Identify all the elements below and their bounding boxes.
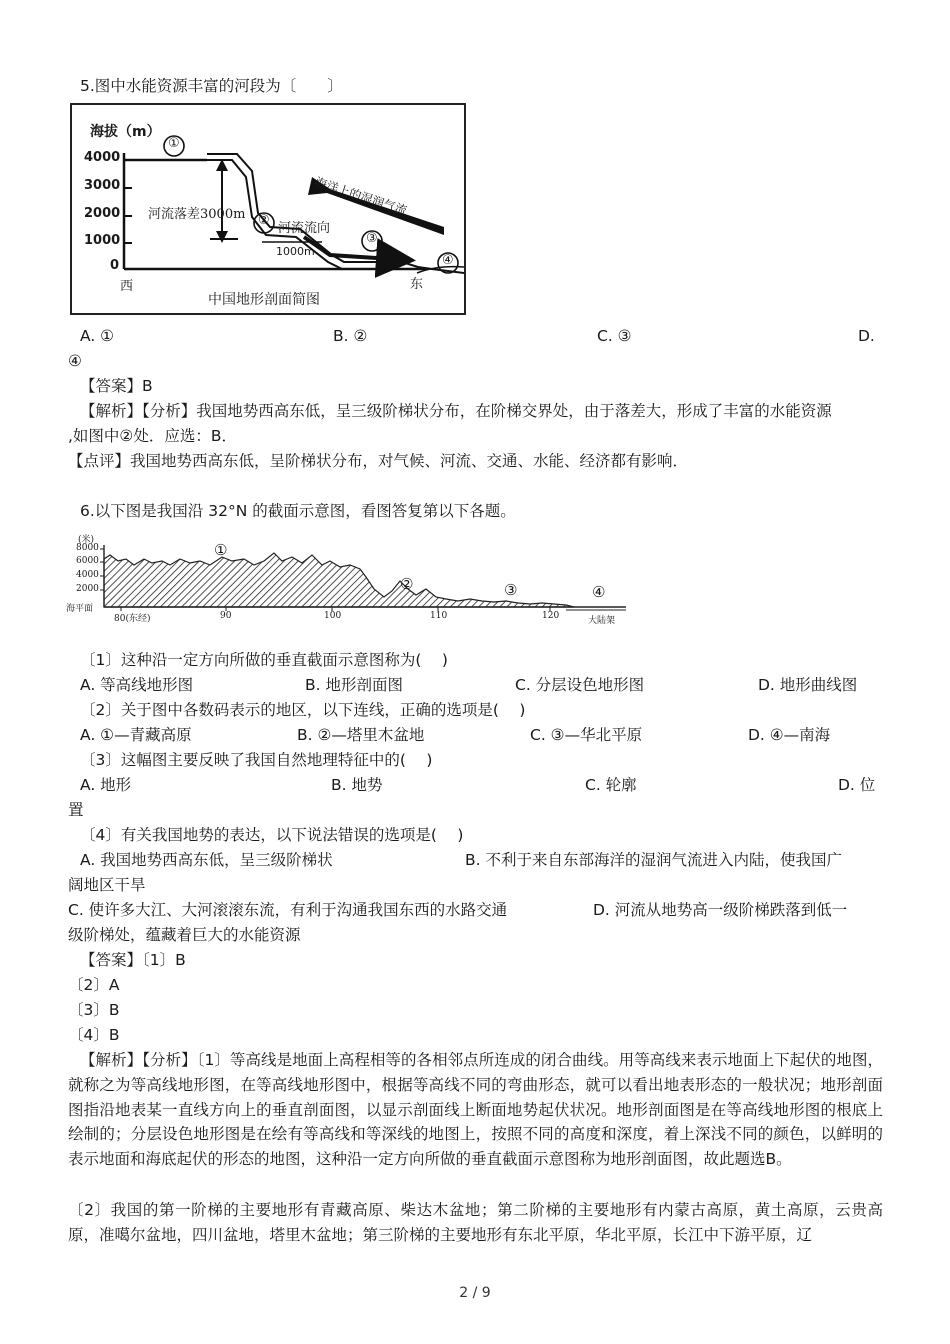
q6-analysis-2: 〔2〕我国的第一阶梯的主要地形有青藏高原、柴达木盆地；第二阶梯的主要地形有内蒙古高原，黄土高原，云贵高原，准噶尔盆地，四川盆地，塔里木盆地；第三阶梯的主要地形有东北平原，华北平原，长江中下游平原，辽 xyxy=(68,1201,883,1244)
q6-sub4-option-c[interactable]: C. 使许多大江、大河滚滚东流，有利于沟通我国东西的水路交通 xyxy=(68,901,508,919)
coast-label: 大陆架 xyxy=(588,616,616,626)
q6-answer-2: 〔2〕A xyxy=(68,976,120,994)
cross-section-figure xyxy=(66,531,628,627)
tick-0: 0 xyxy=(110,258,120,273)
q6-sub2-option-d[interactable]: D. ④—南海 xyxy=(748,726,831,744)
q5-option-b[interactable]: B. ② xyxy=(333,327,368,345)
drop-label: 河流落差3000m xyxy=(148,207,246,222)
x-tick-90: 90 xyxy=(220,611,232,621)
q6-sub3-option-c[interactable]: C. 轮廓 xyxy=(585,776,637,794)
q5-option-c[interactable]: C. ③ xyxy=(597,327,632,345)
region-marker-1: ① xyxy=(214,541,228,559)
west-label: 西 xyxy=(120,279,134,294)
q6-sub3: 〔3〕这幅图主要反映了我国自然地理特征中的( ) xyxy=(80,751,433,769)
tick-6000: 6000 xyxy=(76,556,99,566)
q5-option-a[interactable]: A. ① xyxy=(80,327,115,345)
q6-sub1-option-c[interactable]: C. 分层设色地形图 xyxy=(515,676,645,694)
q6-sub2: 〔2〕关于图中各数码表示的地区，以下连线，正确的选项是( ) xyxy=(80,701,526,719)
figure-caption: 中国地形剖面简图 xyxy=(208,292,320,308)
q6-sub1-option-a[interactable]: A. 等高线地形图 xyxy=(80,676,194,694)
q6-sub2-option-c[interactable]: C. ③—华北平原 xyxy=(530,726,643,744)
q6-answer-3: 〔3〕B xyxy=(68,1001,120,1019)
q6-sub4-option-d[interactable]: D. 河流从地势高一级阶梯跌落到低一 xyxy=(593,901,848,919)
q6-sub4-option-a[interactable]: A. 我国地势西高东低，呈三级阶梯状 xyxy=(80,851,333,869)
tick-8000: 8000 xyxy=(76,543,99,553)
q6-sub2-option-b[interactable]: B. ②—塔里木盆地 xyxy=(297,726,425,744)
q6-sub2-option-a[interactable]: A. ①—青藏高原 xyxy=(80,726,192,744)
q5-stem: 5.图中水能资源丰富的河段为〔 〕 xyxy=(80,77,343,95)
q6-sub3-option-d-cont: 置 xyxy=(68,801,84,819)
marker-1: ① xyxy=(168,136,180,151)
q6-sub1-option-b[interactable]: B. 地形剖面图 xyxy=(305,676,403,694)
q6-sub3-option-b[interactable]: B. 地势 xyxy=(331,776,383,794)
q6-sub3-option-d[interactable]: D. 位 xyxy=(838,776,876,794)
level-1000-label: 1000m xyxy=(276,245,315,258)
q6-sub1: 〔1〕这种沿一定方向所做的垂直截面示意图称为( ) xyxy=(80,651,448,669)
q6-analysis-1: 【解析】【分析】〔1〕等高线是地面上高程相等的各相邻点所连成的闭合曲线。用等高线来表示地面上下起伏的地图，就称之为等高线地形图，在等高线地形图中，根据等高线不同的弯曲形态，就可以看出地表形态的一般状况；地形剖面图指沿地表某一直线方向上的垂直剖面图，以显示剖面线上断面地势起伏状况。地形剖面图是在等高线地形图的根底上绘制的；分层设色地形图是在绘有等高线和等深线的地图上，按照不同的高度和深度，着上深浅不同的颜色，以鲜明的表示地面和海底起伏的形态的地图，这种沿一定方向所做的垂直截面示意图称为地形剖面图，故此题选B。 xyxy=(68,1051,883,1169)
tick-2000: 2000 xyxy=(76,584,99,594)
q6-answer-1: 【答案】〔1〕B xyxy=(80,951,186,969)
tick-4000: 4000 xyxy=(84,150,121,165)
q5-comment: 【点评】我国地势西高东低，呈阶梯状分布，对气候、河流、交通、水能、经济都有影响． xyxy=(68,452,689,470)
unit-label: (米) xyxy=(78,535,95,545)
q5-analysis-cont: ,如图中②处．应选：B． xyxy=(68,427,237,445)
page-number: 2 / 9 xyxy=(459,1285,491,1301)
q6-sub4: 〔4〕有关我国地势的表达，以下说法错误的选项是( ) xyxy=(80,826,464,844)
x-tick-120: 120 xyxy=(542,611,560,621)
x-tick-100: 100 xyxy=(324,611,342,621)
flow-label: 河流流向 xyxy=(278,221,331,236)
q6-sub4-option-b-cont: 阔地区干旱 xyxy=(68,876,146,894)
tick-1000: 1000 xyxy=(84,233,121,248)
q5-analysis: 【解析】【分析】我国地势西高东低，呈三级阶梯状分布，在阶梯交界处，由于落差大，形成了丰富的水能资源 xyxy=(80,402,832,420)
q6-sub4-option-d-cont: 级阶梯处，蕴藏着巨大的水能资源 xyxy=(68,926,301,944)
marker-2: ② xyxy=(258,213,270,228)
terrain-profile-figure xyxy=(70,103,466,315)
tick-2000: 2000 xyxy=(84,206,121,221)
airflow-label: 海洋上的湿润气流 xyxy=(313,174,409,218)
region-marker-4: ④ xyxy=(592,583,606,601)
q5-answer: 【答案】B xyxy=(80,377,153,395)
marker-3: ③ xyxy=(366,231,378,246)
region-marker-2: ② xyxy=(400,575,414,593)
x-tick-80: 80(东经) xyxy=(114,614,151,624)
tick-3000: 3000 xyxy=(84,178,121,193)
q6-sub4-option-b[interactable]: B. 不利于来自东部海洋的湿润气流进入内陆，使我国广 xyxy=(465,851,842,869)
x-tick-110: 110 xyxy=(430,611,448,621)
sea-level-label: 海平面 xyxy=(66,604,94,614)
q5-option-d[interactable]: D. xyxy=(858,327,875,345)
tick-4000: 4000 xyxy=(76,570,99,580)
q5-option-d-cont: ④ xyxy=(68,352,82,370)
q6-sub1-option-d[interactable]: D. 地形曲线图 xyxy=(758,676,858,694)
q6-answer-4: 〔4〕B xyxy=(68,1026,120,1044)
east-label: 东 xyxy=(410,277,424,292)
q6-sub3-option-a[interactable]: A. 地形 xyxy=(80,776,132,794)
marker-4: ④ xyxy=(442,253,454,268)
q6-stem: 6.以下图是我国沿 32°N 的截面示意图，看图答复第以下各题。 xyxy=(80,502,516,520)
region-marker-3: ③ xyxy=(504,581,518,599)
y-axis-label: 海拔（m） xyxy=(90,124,161,140)
